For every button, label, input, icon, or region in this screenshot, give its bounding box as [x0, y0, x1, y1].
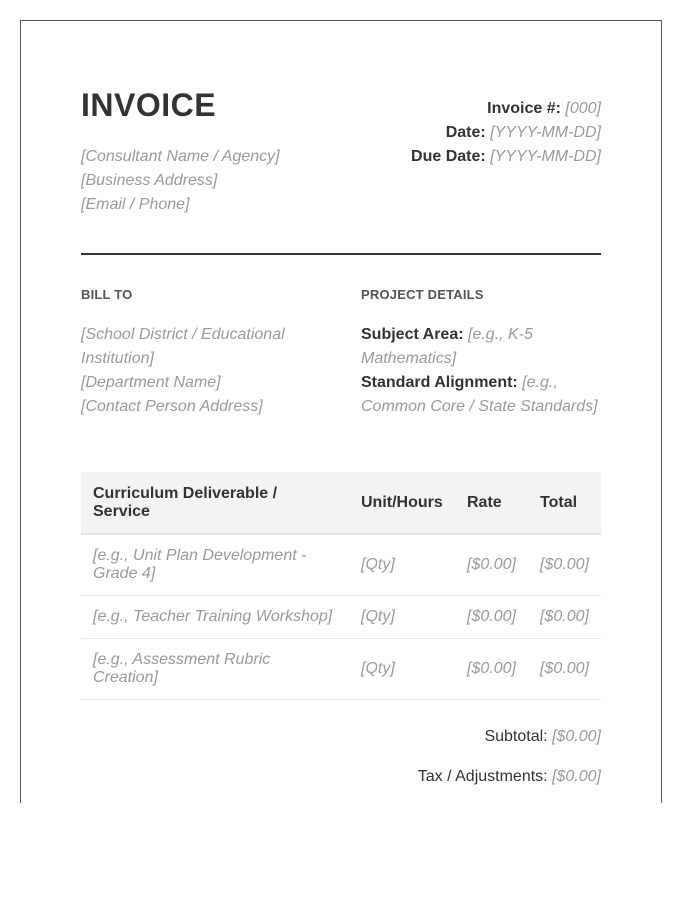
table-row [81, 639, 601, 700]
cell-total: [$0.00] [528, 596, 601, 639]
cell-rate: [$0.00] [455, 534, 528, 596]
cell-rate: [$0.00] [455, 639, 528, 700]
col-unit-hours: Unit/Hours [349, 472, 455, 534]
invoice-content [81, 21, 601, 785]
invoice-date-value: [YYYY-MM-DD] [490, 124, 601, 141]
table-row [81, 534, 601, 596]
bill-to-contact: [Contact Person Address] [81, 398, 263, 415]
cell-total: [$0.00] [528, 639, 601, 700]
project-details-block [361, 287, 601, 419]
tax-row [418, 768, 601, 786]
cell-total: [$0.00] [528, 534, 601, 596]
header-row [81, 472, 601, 534]
subject-area-row [361, 323, 601, 371]
standard-alignment-row [361, 371, 601, 419]
cell-rate: [$0.00] [455, 596, 528, 639]
invoice-page [20, 20, 662, 803]
standard-alignment-value: [e.g., Common Core / State Standards] [361, 374, 598, 415]
totals-block [418, 728, 601, 803]
tax-label: Tax / Adjustments: [417, 768, 548, 785]
due-date-value: [YYYY-MM-DD] [490, 148, 601, 165]
cell-qty: [Qty] [349, 639, 455, 700]
invoice-number-row [411, 97, 601, 121]
subtotal-value: [$0.00] [552, 728, 601, 745]
cell-deliverable: [e.g., Unit Plan Development - Grade 4] [81, 534, 349, 596]
bill-to-body [81, 323, 321, 419]
line-items-header [81, 472, 601, 534]
subtotal-label: Subtotal: [484, 728, 548, 745]
bill-to-heading: BILL TO [81, 287, 133, 302]
tax-value: [$0.00] [552, 768, 601, 785]
cell-deliverable: [e.g., Assessment Rubric Creation] [81, 639, 349, 700]
invoice-title: INVOICE [81, 87, 217, 123]
bill-to-block [81, 287, 321, 419]
col-deliverable: Curriculum Deliverable / Service [81, 472, 349, 534]
invoice-date-label: Date: [445, 124, 486, 141]
sender-name: [Consultant Name / Agency] [81, 148, 280, 165]
subject-area-label: Subject Area: [361, 326, 464, 343]
due-date-row [411, 145, 601, 169]
line-items-body [81, 534, 601, 700]
due-date-label: Due Date: [411, 148, 486, 165]
cell-qty: [Qty] [349, 596, 455, 639]
invoice-meta [411, 97, 601, 169]
line-items-table [81, 472, 601, 700]
subtotal-row [418, 728, 601, 746]
sender-block [81, 145, 280, 217]
invoice-date-row [411, 121, 601, 145]
parties-section [81, 287, 601, 427]
table-row [81, 596, 601, 639]
subject-area-value: [e.g., K-5 Mathematics] [361, 326, 533, 367]
col-total: Total [528, 472, 601, 534]
bill-to-department: [Department Name] [81, 374, 221, 391]
project-details-body [361, 323, 601, 419]
standard-alignment-label: Standard Alignment: [361, 374, 518, 391]
col-rate: Rate [455, 472, 528, 534]
sender-contact: [Email / Phone] [81, 196, 190, 213]
sender-address: [Business Address] [81, 172, 218, 189]
cell-qty: [Qty] [349, 534, 455, 596]
invoice-header [81, 21, 601, 253]
bill-to-institution: [School District / Educational Institution] [81, 326, 285, 367]
project-details-heading: PROJECT DETAILS [361, 287, 484, 302]
invoice-number-value: [000] [565, 100, 601, 117]
header-divider [81, 253, 601, 255]
invoice-number-label: Invoice #: [487, 100, 561, 117]
cell-deliverable: [e.g., Teacher Training Workshop] [81, 596, 349, 639]
